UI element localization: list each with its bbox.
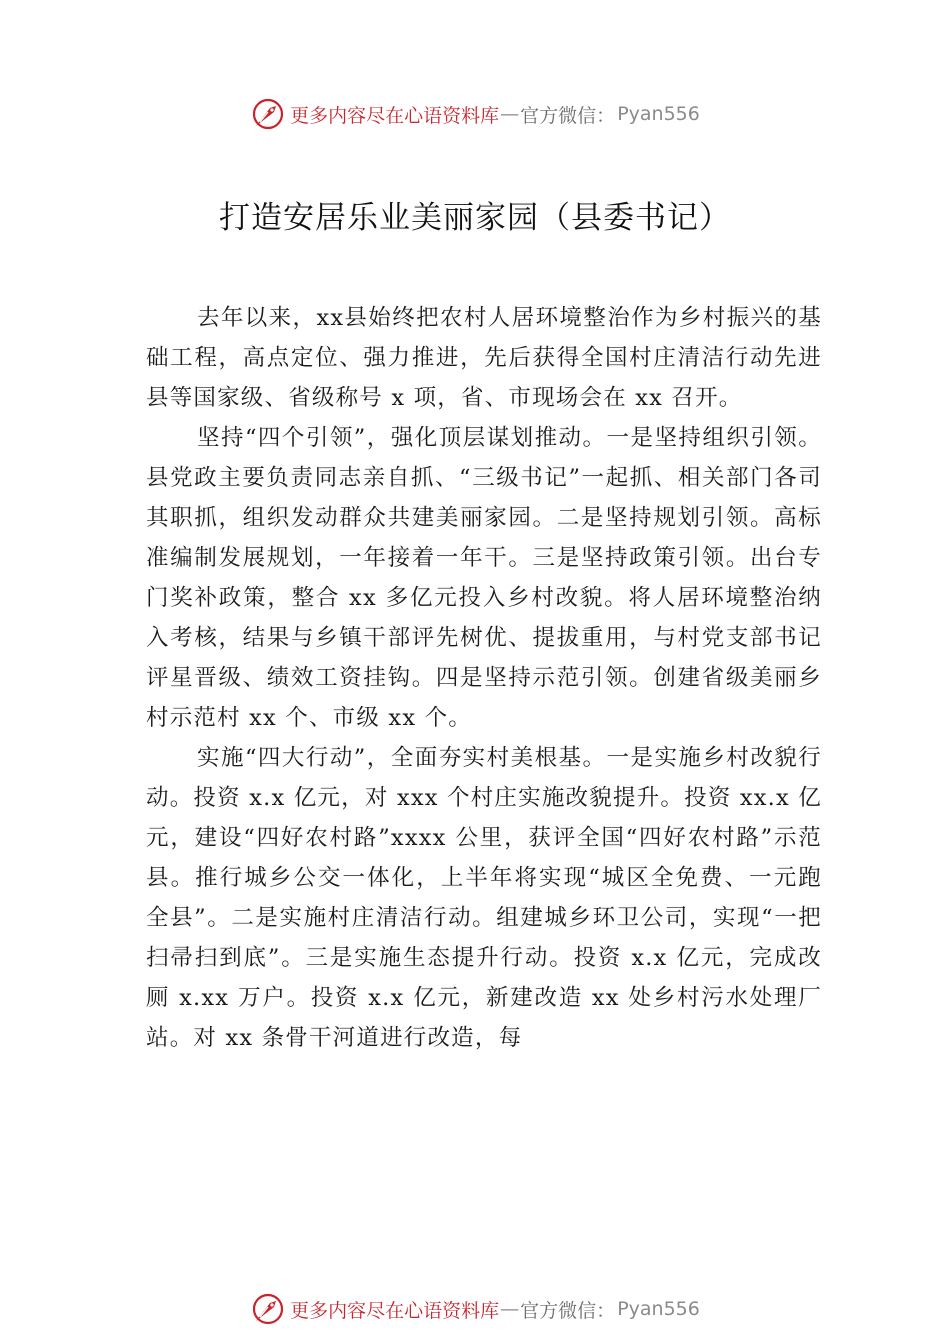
footer-brand-text: 更多内容尽在心语资料库 [290,1299,500,1322]
paragraph-four-leads: 坚持“四个引领”，强化顶层谋划推动。一是坚持组织引领。县党政主要负责同志亲自抓、“三级书记”一起抓、相关部门各司其职抓，组织发动群众共建美丽家园。二是坚持规划引领。高标准编制发展规划，一年接着一年干。三是坚持政策引领。出台专门奖补政策，整合 xx 多亿元投入乡村改貌。将人居环境整治纳入考核，结果与乡镇干部评先树优、提拔重用，与村党支部书记评星晋级、绩效工资挂钩。四是坚持示范引领。创建省级美丽乡村示范村 xx 个、市级 xx 个。 [146,425,822,731]
footer-wechat-id: Pyan556 [617,1298,700,1320]
pen-nib-logo-icon [250,96,286,132]
header-banner [0,94,950,134]
document-body [146,298,822,1058]
document-title: 打造安居乐业美丽家园（县委书记） [219,200,731,236]
banner-brand-text: 更多内容尽在心语资料库 [290,104,500,127]
paragraph-four-actions: 实施“四大行动”，全面夯实村美根基。一是实施乡村改貌行动。投资 x.x 亿元，对 xxx 个村庄实施改貌提升。投资 xx.x 亿元，建设“四好农村路”xxxx 公里，获评全国“四好农村路”示范县。推行城乡公交一体化，上半年将实现“城区全免费、一元跑全县”。二是实施村庄清洁行动。组建城乡环卫公司，实现“一把扫帚扫到底”。三是实施生态提升行动。投资 x.x 亿元，完成改厕 x.xx 万户。投资 x.x 亿元，新建改造 xx 处乡村污水处理厂站。对 xx 条骨干河道进行改造，每 [146,745,822,1051]
banner-separator: — [500,103,520,125]
banner-official-label: 官方微信： [520,104,616,127]
banner-wechat-id: Pyan556 [617,103,700,125]
footer-banner [0,1289,950,1329]
footer-separator: — [500,1298,520,1320]
footer-official-label: 官方微信： [520,1299,616,1322]
pen-nib-logo-icon [250,1291,286,1327]
paragraph-intro: 去年以来，xx县始终把农村人居环境整治作为乡村振兴的基础工程，高点定位、强力推进，先后获得全国村庄清洁行动先进县等国家级、省级称号 x 项，省、市现场会在 xx 召开。 [146,305,822,411]
